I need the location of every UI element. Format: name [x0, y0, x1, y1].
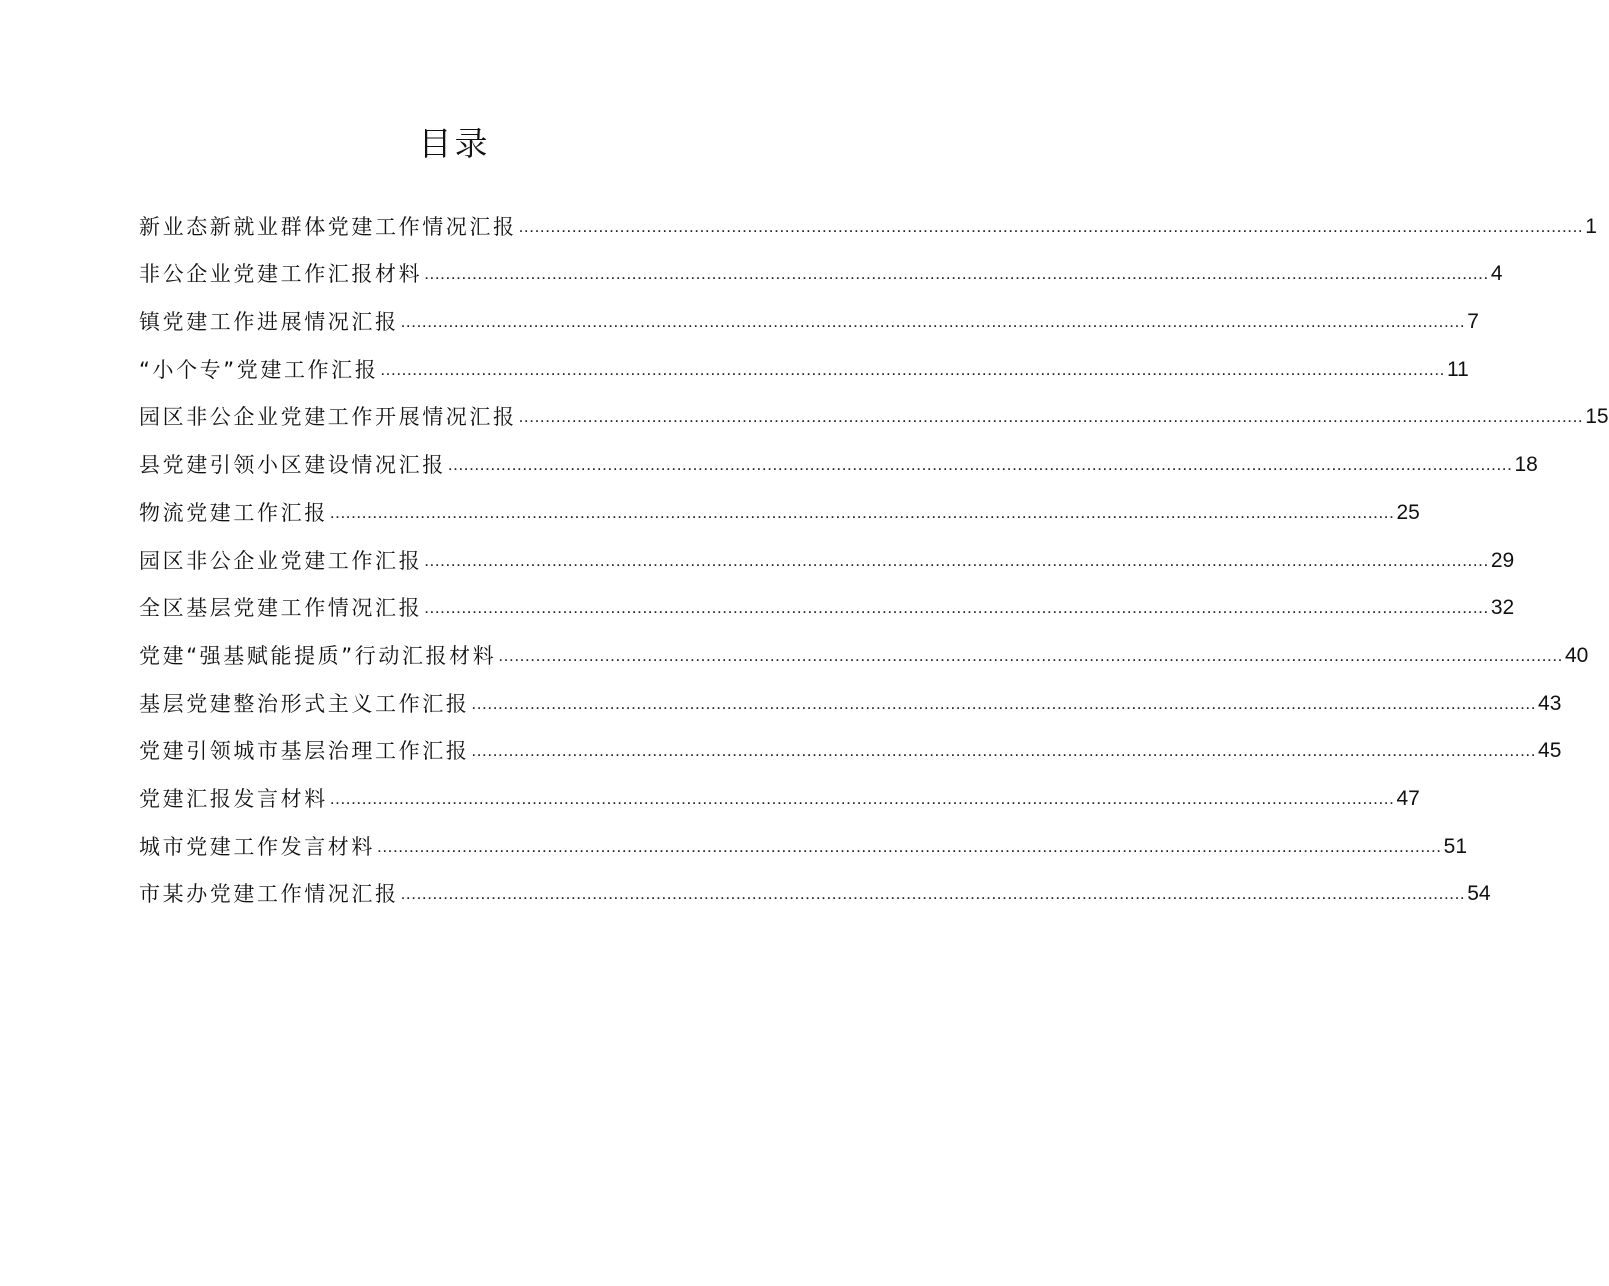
toc-entry[interactable] — [139, 673, 1562, 721]
toc-entry-title: 非公企业党建工作汇报材料 — [139, 262, 423, 287]
toc-entry-title: 党建引领城市基层治理工作汇报 — [139, 739, 470, 764]
toc-entry-title: 党建汇报发言材料 — [139, 786, 328, 811]
toc-entry-page-number: 51 — [1443, 834, 1467, 858]
toc-entry-page-number: 11 — [1447, 357, 1469, 381]
toc-entry-title: 镇党建工作进展情况汇报 — [139, 310, 399, 335]
toc-dot-leader: ........................................................................................................................................................................................................ — [447, 455, 1513, 475]
toc-entry-page-number: 47 — [1396, 786, 1420, 810]
toc-entry-page-number: 43 — [1538, 691, 1562, 715]
toc-entry[interactable] — [139, 578, 1515, 626]
toc-entry[interactable] — [139, 768, 1420, 816]
toc-list — [139, 196, 1609, 911]
toc-entry-page-number: 4 — [1490, 262, 1503, 286]
toc-dot-leader: ........................................................................................................................................................................................................ — [424, 264, 1489, 284]
toc-entry-title: 新业态新就业群体党建工作情况汇报 — [139, 214, 517, 239]
toc-entry-title: 县党建引领小区建设情况汇报 — [139, 453, 446, 478]
toc-entry[interactable] — [139, 291, 1479, 339]
toc-entry-page-number: 29 — [1490, 548, 1515, 572]
toc-dot-leader: ........................................................................................................................................................................................................ — [471, 741, 1537, 761]
toc-entry-page-number: 15 — [1585, 405, 1609, 429]
toc-title: 目录 — [418, 124, 491, 163]
toc-entry-title: 园区非公企业党建工作开展情况汇报 — [139, 405, 517, 430]
toc-entry-page-number: 40 — [1565, 643, 1589, 667]
toc-entry[interactable] — [139, 387, 1609, 435]
toc-entry[interactable] — [139, 816, 1467, 864]
toc-entry[interactable] — [139, 339, 1469, 387]
toc-dot-leader: ........................................................................................................................................................................................................ — [400, 884, 1466, 904]
toc-dot-leader: ........................................................................................................................................................................................................ — [400, 312, 1466, 332]
toc-entry-title: 党建“强基赋能提质”行动汇报材料 — [139, 643, 497, 668]
toc-entry[interactable] — [139, 864, 1491, 912]
toc-entry-page-number: 25 — [1396, 500, 1420, 524]
toc-entry-page-number: 1 — [1585, 214, 1597, 238]
toc-entry[interactable] — [139, 244, 1503, 292]
toc-entry-title: 基层党建整治形式主义工作汇报 — [139, 691, 470, 716]
toc-dot-leader: ........................................................................................................................................................................................................ — [377, 836, 1442, 856]
toc-entry-page-number: 32 — [1490, 596, 1515, 620]
toc-entry-page-number: 45 — [1538, 739, 1562, 763]
toc-entry-title: 物流党建工作汇报 — [139, 500, 328, 525]
toc-entry-title: 城市党建工作发言材料 — [139, 834, 375, 859]
toc-entry[interactable] — [139, 721, 1562, 769]
toc-dot-leader: ........................................................................................................................................................................................................ — [471, 693, 1537, 713]
toc-dot-leader: ........................................................................................................................................................................................................ — [498, 645, 1563, 665]
toc-entry[interactable] — [139, 196, 1597, 244]
toc-entry-page-number: 18 — [1514, 453, 1538, 477]
toc-dot-leader: ........................................................................................................................................................................................................ — [424, 598, 1489, 618]
toc-dot-leader: ........................................................................................................................................................................................................ — [380, 359, 1445, 379]
toc-entry[interactable] — [139, 482, 1420, 530]
toc-dot-leader: ........................................................................................................................................................................................................ — [518, 216, 1584, 236]
toc-entry-title: “小个专”党建工作汇报 — [139, 357, 379, 382]
toc-dot-leader: ........................................................................................................................................................................................................ — [424, 550, 1489, 570]
toc-entry-title: 园区非公企业党建工作汇报 — [139, 548, 423, 573]
toc-entry[interactable] — [139, 625, 1589, 673]
toc-entry-page-number: 7 — [1467, 310, 1479, 334]
toc-entry[interactable] — [139, 434, 1538, 482]
toc-dot-leader: ........................................................................................................................................................................................................ — [329, 788, 1395, 808]
toc-dot-leader: ........................................................................................................................................................................................................ — [518, 407, 1584, 427]
toc-entry-title: 全区基层党建工作情况汇报 — [139, 596, 423, 621]
toc-dot-leader: ........................................................................................................................................................................................................ — [329, 502, 1395, 522]
toc-entry-title: 市某办党建工作情况汇报 — [139, 882, 399, 907]
toc-entry[interactable] — [139, 530, 1515, 578]
toc-entry-page-number: 54 — [1467, 882, 1491, 906]
